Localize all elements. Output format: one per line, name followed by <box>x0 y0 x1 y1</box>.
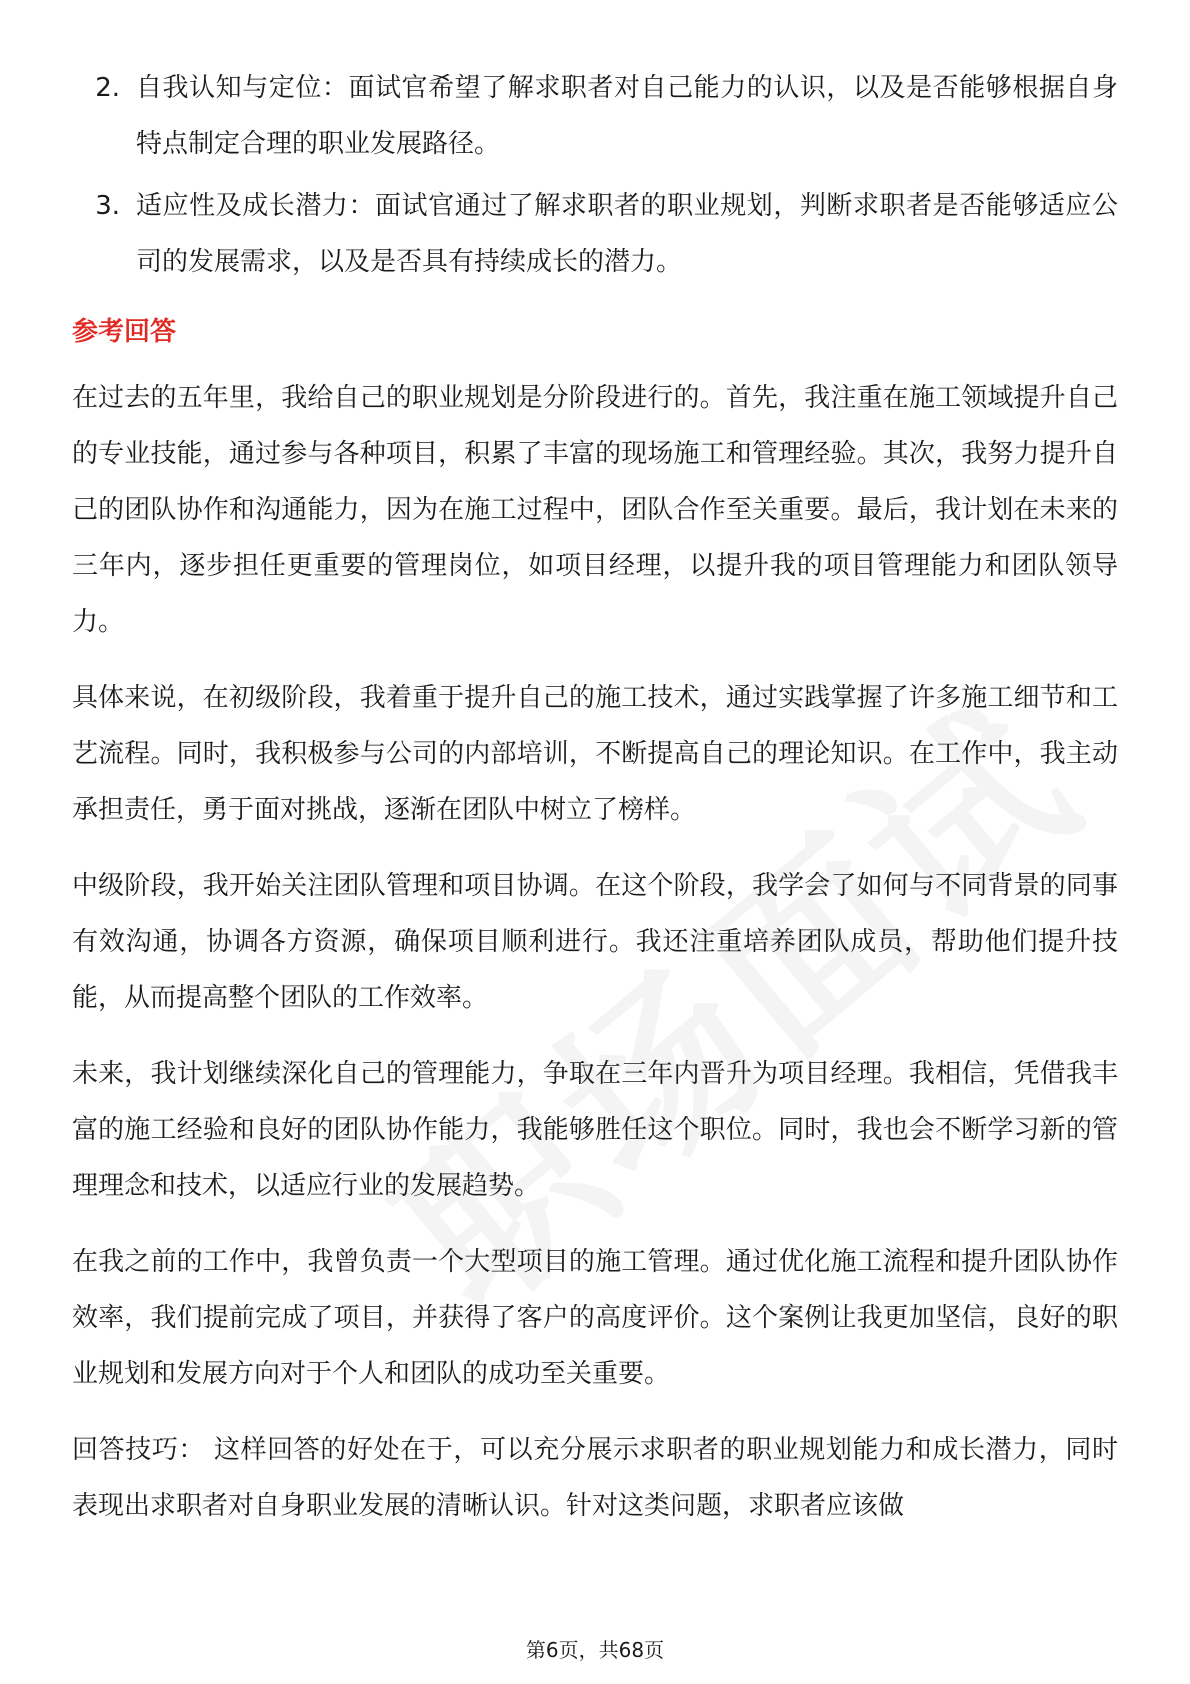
paragraph: 回答技巧： 这样回答的好处在于，可以充分展示求职者的职业规划能力和成长潜力，同时表现出求职者对自身职业发展的清晰认识。针对这类问题，求职者应该做 <box>72 1435 1118 1521</box>
list-item <box>72 60 1118 172</box>
section-heading: 参考回答 <box>72 317 177 347</box>
paragraph: 未来，我计划继续深化自己的管理能力，争取在三年内晋升为项目经理。我相信，凭借我丰富的施工经验和良好的团队协作能力，我能够胜任这个职位。同时，我也会不断学习新的管理理念和技术，以适应行业的发展趋势。 <box>72 1059 1118 1201</box>
paragraph: 具体来说，在初级阶段，我着重于提升自己的施工技术，通过实践掌握了许多施工细节和工艺流程。同时，我积极参与公司的内部培训，不断提高自己的理论知识。在工作中，我主动承担责任，勇于面对挑战，逐渐在团队中树立了榜样。 <box>72 683 1118 825</box>
list-item <box>72 178 1118 290</box>
page-footer: 第6页，共68页 <box>525 1638 665 1662</box>
list-item-text: 自我认知与定位：面试官希望了解求职者对自己能力的认识，以及是否能够根据自身特点制定合理的职业发展路径。 <box>136 73 1118 159</box>
paragraph: 在我之前的工作中，我曾负责一个大型项目的施工管理。通过优化施工流程和提升团队协作效率，我们提前完成了项目，并获得了客户的高度评价。这个案例让我更加坚信，良好的职业规划和发展方向对于个人和团队的成功至关重要。 <box>72 1247 1118 1389</box>
list-item-text: 适应性及成长潜力：面试官通过了解求职者的职业规划，判断求职者是否能够适应公司的发展需求，以及是否具有持续成长的潜力。 <box>136 191 1118 277</box>
list-item-number: 3. <box>95 191 120 221</box>
paragraph: 中级阶段，我开始关注团队管理和项目协调。在这个阶段，我学会了如何与不同背景的同事有效沟通，协调各方资源，确保项目顺利进行。我还注重培养团队成员，帮助他们提升技能，从而提高整个团队的工作效率。 <box>72 871 1118 1013</box>
list-item-number: 2. <box>95 73 120 103</box>
paragraph: 在过去的五年里，我给自己的职业规划是分阶段进行的。首先，我注重在施工领域提升自己的专业技能，通过参与各种项目，积累了丰富的现场施工和管理经验。其次，我努力提升自己的团队协作和沟通能力，因为在施工过程中，团队合作至关重要。最后，我计划在未来的三年内，逐步担任更重要的管理岗位，如项目经理，以提升我的项目管理能力和团队领导力。 <box>72 383 1118 637</box>
page-content <box>72 60 1118 1554</box>
